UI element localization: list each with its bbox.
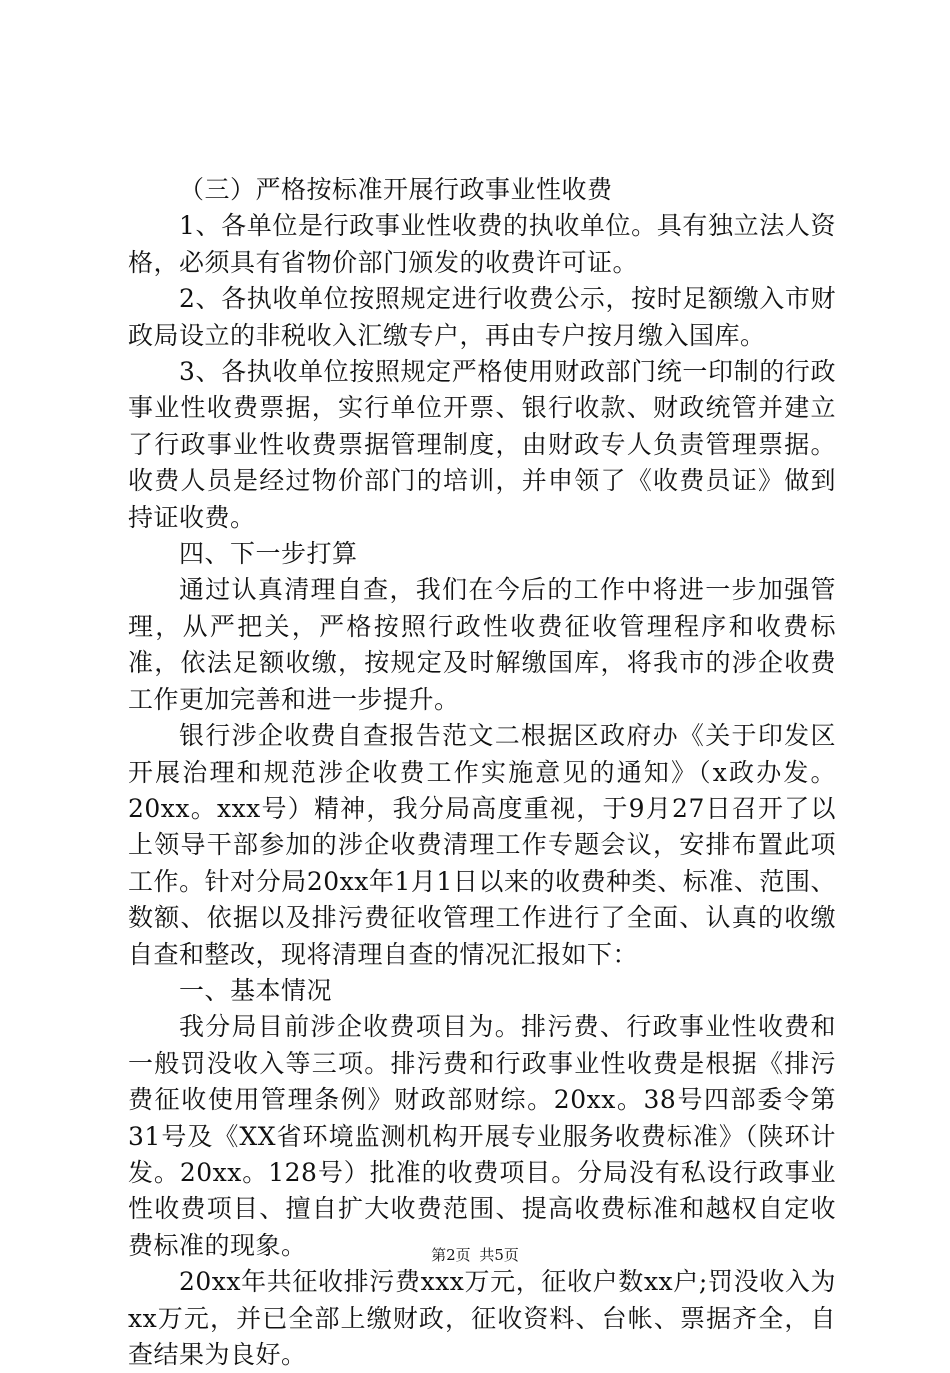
document-body — [128, 172, 836, 1373]
page-footer: 第2页 共5页 — [431, 1246, 519, 1264]
paragraph-basic-info: 我分局目前涉企收费项目为。排污费、行政事业性收费和一般罚没收入等三项。排污费和行政事业性收费是根据《排污费征收使用管理条例》财政部财综。20xx。38号四部委令第31号及《XX省环境监测机构开展专业服务收费标准》（陕环计发。20xx。128号）批准的收费项目。分局没有私设行政事业性收费项目、擅自扩大收费范围、提高收费标准和越权自定收费标准的现象。 — [128, 1012, 836, 1260]
paragraph-report-two-intro: 银行涉企收费自查报告范文二根据区政府办《关于印发区开展治理和规范涉企收费工作实施意见的通知》（x政办发。20xx。xxx号）精神，我分局高度重视，于9月27日召开了以上领导干部参加的涉企收费清理工作专题会议，安排布置此项工作。针对分局20xx年1月1日以来的收费种类、标准、范围、数额、依据以及排污费征收管理工作进行了全面、认真的收缴自查和整改，现将清理自查的情况汇报如下： — [128, 721, 836, 969]
section-heading-fees: （三）严格按标准开展行政事业性收费 — [179, 175, 613, 204]
section-heading-next-steps: 四、下一步打算 — [179, 539, 358, 569]
paragraph-item-2: 2、各执收单位按照规定进行收费公示，按时足额缴入市财政局设立的非税收入汇缴专户，再由专户按月缴入国库。 — [128, 284, 836, 350]
paragraph-item-1: 1、各单位是行政事业性收费的执收单位。具有独立法人资格，必须具有省物价部门颁发的收费许可证。 — [128, 211, 836, 277]
paragraph-next-steps: 通过认真清理自查，我们在今后的工作中将进一步加强管理，从严把关，严格按照行政性收费征收管理程序和收费标准，依法足额收缴，按规定及时解缴国库，将我市的涉企收费工作更加完善和进一步提升。 — [128, 575, 836, 714]
paragraph-item-3: 3、各执收单位按照规定严格使用财政部门统一印制的行政事业性收费票据，实行单位开票、银行收款、财政统管并建立了行政事业性收费票据管理制度，由财政专人负责管理票据。收费人员是经过物价部门的培训，并申领了《收费员证》做到持证收费。 — [128, 357, 836, 532]
paragraph-collection-summary: 20xx年共征收排污费xxx万元，征收户数xx户;罚没收入为xx万元，并已全部上缴财政，征收资料、台帐、票据齐全，自查结果为良好。 — [128, 1267, 836, 1369]
section-heading-basic-info: 一、基本情况 — [179, 975, 333, 1005]
